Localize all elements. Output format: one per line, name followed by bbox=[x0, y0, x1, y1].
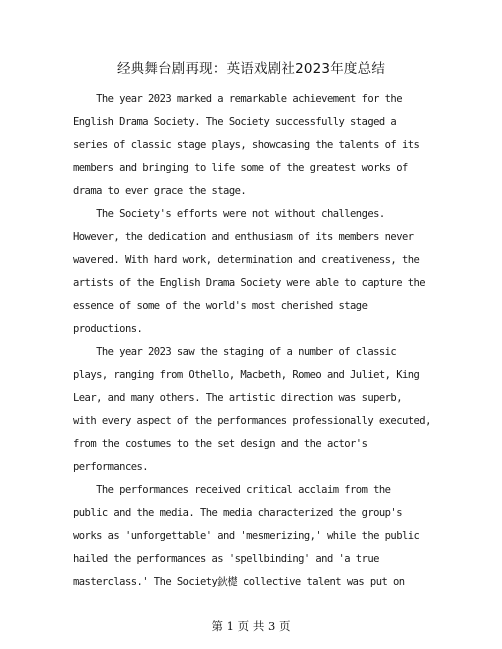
text-line: productions. bbox=[73, 323, 143, 335]
document-body bbox=[73, 88, 435, 594]
text-line: members and bringing to life some of the greatest works of bbox=[73, 162, 408, 174]
text-line: public and the media. The media characterized the group's bbox=[73, 507, 402, 519]
document-title: 经典舞台剧再现：英语戏剧社2023年度总结 bbox=[116, 61, 386, 77]
text-line: The year 2023 saw the staging of a number of classic bbox=[73, 346, 397, 358]
page-number-footer: 第 1 页 共 3 页 bbox=[211, 619, 291, 633]
text-line: with every aspect of the performances professionally executed, bbox=[73, 415, 431, 427]
paragraph-4 bbox=[73, 479, 435, 594]
text-line: The Society's efforts were not without challenges. bbox=[73, 208, 385, 220]
text-line: essence of some of the world's most cherished stage bbox=[73, 300, 368, 312]
text-line: hailed the performances as 'spellbinding' and 'a true bbox=[73, 553, 379, 565]
text-line: However, the dedication and enthusiasm of its members never bbox=[73, 231, 414, 243]
text-line: works as 'unforgettable' and 'mesmerizing,' while the public bbox=[73, 530, 420, 542]
paragraph-2 bbox=[73, 203, 435, 341]
paragraph-1 bbox=[73, 88, 435, 203]
text-line: drama to ever grace the stage. bbox=[73, 185, 247, 197]
text-line: from the costumes to the set design and the actor's bbox=[73, 438, 368, 450]
text-line: The year 2023 marked a remarkable achievement for the bbox=[73, 93, 402, 105]
text-line: series of classic stage plays, showcasing the talents of its bbox=[73, 139, 420, 151]
text-line: plays, ranging from Othello, Macbeth, Romeo and Juliet, King bbox=[73, 369, 420, 381]
text-line: performances. bbox=[73, 461, 149, 473]
text-line: Lear, and many others. The artistic direction was superb, bbox=[73, 392, 402, 404]
text-line: wavered. With hard work, determination and creativeness, the bbox=[73, 254, 420, 266]
text-line: artists of the English Drama Society were able to capture the bbox=[73, 277, 426, 289]
paragraph-3 bbox=[73, 341, 435, 479]
text-line: The performances received critical acclaim from the bbox=[73, 484, 391, 496]
text-line: masterclass.' The Society鈥檚 collective talent was put on bbox=[73, 576, 405, 588]
text-line: English Drama Society. The Society successfully staged a bbox=[73, 116, 397, 128]
